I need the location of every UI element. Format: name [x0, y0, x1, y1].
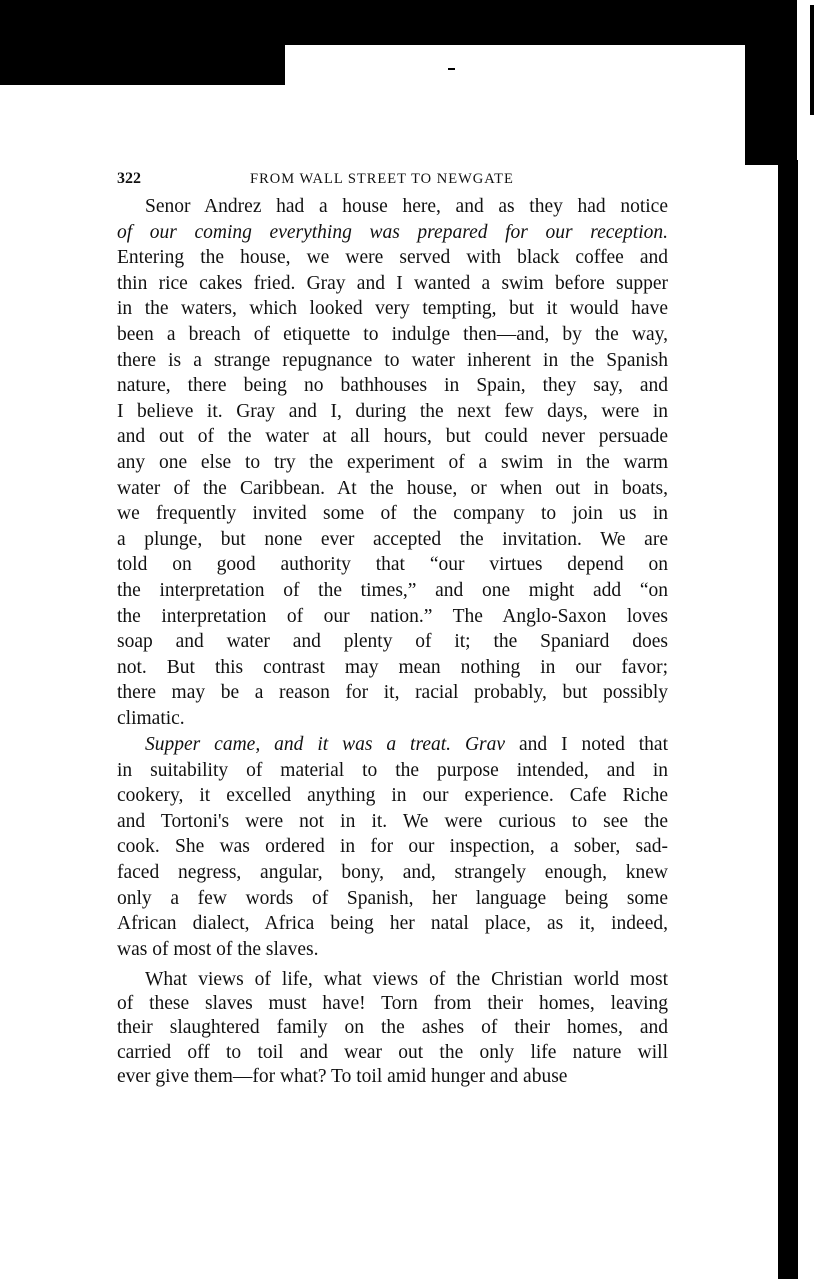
text-line	[117, 477, 668, 501]
text-line	[117, 810, 668, 834]
text-segment: Senor Andrez had a house here, and as they had notice	[145, 196, 668, 217]
text-segment: What views of life, what views of the Christian world most	[145, 969, 668, 990]
text-segment: cook. She was ordered in for our inspection, a sober, sad-	[117, 836, 668, 858]
text-segment: the interpretation of our nation.” The Anglo-Saxon loves	[117, 605, 668, 627]
text-segment: cookery, it excelled anything in our experience. Cafe Riche	[117, 785, 668, 807]
italic-text: of our coming everything was prepared for our reception.	[117, 221, 668, 243]
text-line	[117, 605, 668, 629]
text-segment: Entering the house, we were served with black coffee and	[117, 247, 668, 269]
text-line	[117, 1016, 668, 1040]
text-line	[117, 272, 668, 296]
text-line	[117, 784, 668, 808]
text-segment: of these slaves must have! Torn from their homes, leaving	[117, 993, 668, 1015]
page-number: 322	[117, 170, 141, 187]
text-line	[145, 733, 668, 757]
text-segment: was of most of the slaves.	[117, 938, 319, 960]
text-line	[117, 887, 668, 911]
scan-edge-line	[810, 5, 814, 115]
text-line	[117, 630, 668, 654]
text-line	[145, 968, 668, 992]
scan-shadow-top	[280, 0, 780, 45]
text-line	[117, 221, 668, 245]
text-segment: in suitability of material to the purpose intended, and in	[117, 759, 668, 781]
text-segment: African dialect, Africa being her natal place, as it, indeed,	[117, 913, 668, 935]
text-line	[117, 656, 668, 680]
text-segment: told on good authority that “our virtues depend on	[117, 554, 668, 576]
scan-shadow-right	[778, 160, 798, 1279]
text-segment: climatic.	[117, 708, 185, 729]
text-segment: ever give them—for what? To toil amid hunger and abuse	[117, 1065, 568, 1087]
text-line	[117, 246, 668, 270]
text-line	[117, 579, 668, 603]
text-line	[117, 553, 668, 577]
text-segment: any one else to try the experiment of a swim in the warm	[117, 452, 668, 473]
text-segment: their slaughtered family on the ashes of their homes, and	[117, 1017, 668, 1039]
text-line	[117, 374, 668, 398]
text-segment: and Tortoni's were not in it. We were curious to see the	[117, 810, 668, 832]
text-segment: I believe it. Gray and I, during the next few days, were in	[117, 400, 668, 422]
text-line	[117, 681, 668, 705]
text-line	[117, 451, 668, 475]
text-segment: thin rice cakes fried. Gray and I wanted a swim before supper	[117, 272, 668, 294]
text-line	[117, 502, 668, 526]
text-line	[117, 1041, 668, 1065]
text-line	[117, 707, 668, 731]
text-line	[117, 1065, 668, 1089]
text-segment: and out of the water at all hours, but could never persuade	[117, 426, 668, 448]
scan-speck	[448, 68, 455, 70]
text-line	[117, 349, 668, 373]
text-line	[117, 425, 668, 449]
text-segment: in the waters, which looked very tempting, but it would have	[117, 298, 668, 320]
text-segment: a plunge, but none ever accepted the invitation. We are	[117, 528, 668, 550]
text-segment: only a few words of Spanish, her language being some	[117, 887, 668, 909]
text-line	[117, 992, 668, 1016]
text-segment: carried off to toil and wear out the only life nature will	[117, 1041, 668, 1063]
scan-shadow-top-left	[0, 0, 285, 85]
text-line	[117, 759, 668, 783]
text-line	[117, 835, 668, 859]
text-line	[117, 528, 668, 552]
text-line	[117, 861, 668, 885]
text-line	[117, 938, 668, 962]
text-segment: been a breach of etiquette to indulge then—and, by the way,	[117, 324, 668, 345]
text-segment: soap and water and plenty of it; the Spaniard does	[117, 631, 668, 653]
text-line	[117, 912, 668, 936]
running-title: FROM WALL STREET TO NEWGATE	[250, 171, 514, 187]
scan-shadow-top-right	[745, 0, 797, 165]
text-line	[117, 297, 668, 321]
text-segment: the interpretation of the times,” and one might add “on	[117, 580, 668, 601]
text-line	[117, 323, 668, 347]
text-segment: there may be a reason for it, racial probably, but possibly	[117, 682, 668, 704]
text-segment: we frequently invited some of the company to join us in	[117, 503, 668, 525]
text-segment: there is a strange repugnance to water inherent in the Spanish	[117, 349, 668, 371]
text-segment: and I noted that	[505, 734, 668, 755]
text-segment: water of the Caribbean. At the house, or when out in boats,	[117, 477, 668, 499]
text-segment: nature, there being no bathhouses in Spain, they say, and	[117, 375, 668, 397]
italic-text: Supper came, and it was a treat. Grav	[145, 734, 506, 755]
text-segment: faced negress, angular, bony, and, strangely enough, knew	[117, 862, 668, 883]
text-segment: not. But this contrast may mean nothing in our favor;	[117, 656, 668, 678]
text-line	[145, 195, 668, 219]
text-line	[117, 400, 668, 424]
